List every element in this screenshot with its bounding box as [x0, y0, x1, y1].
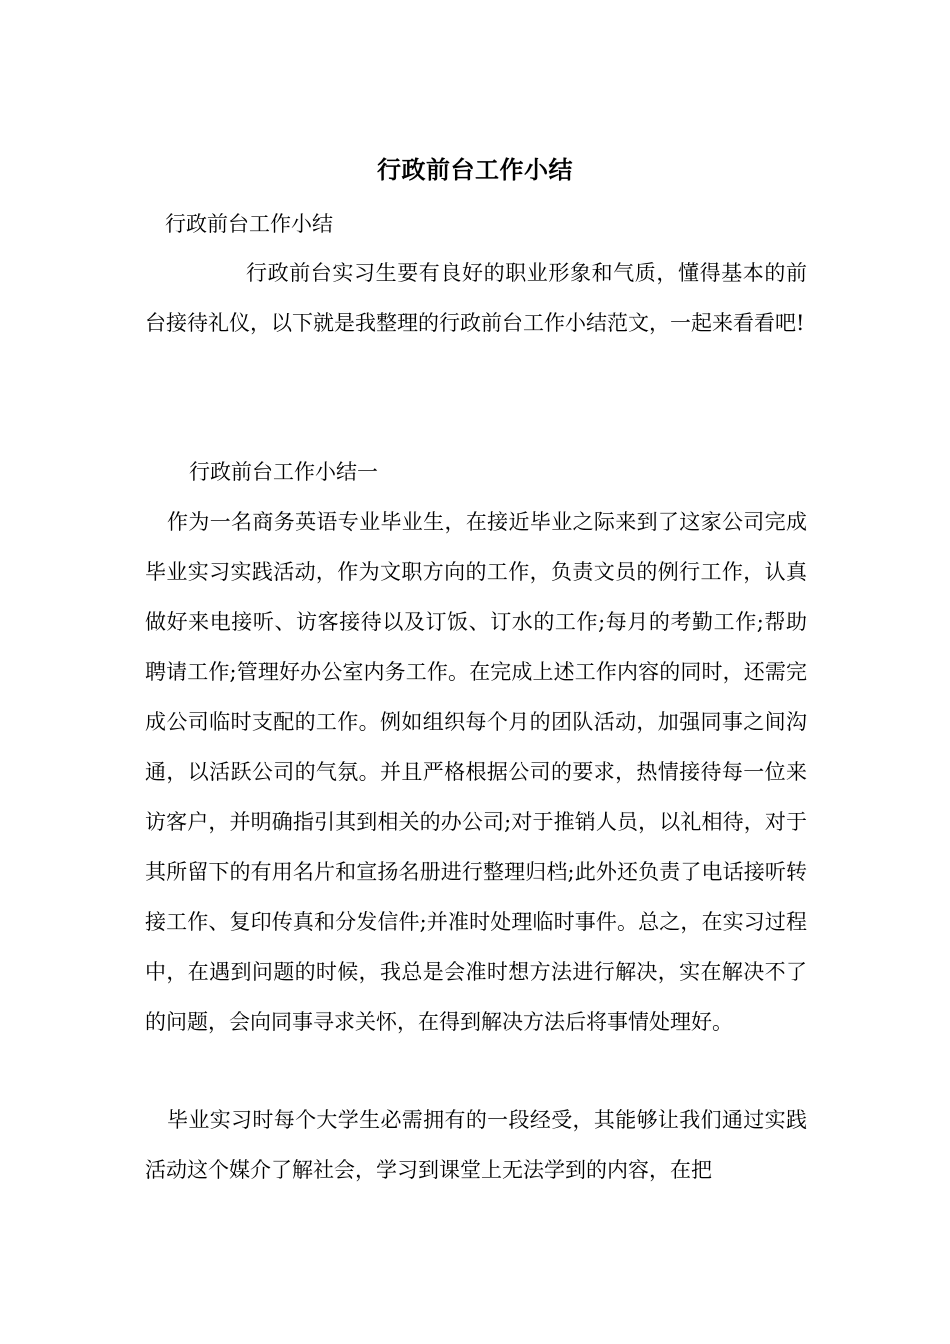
body-paragraph-1: 作为一名商务英语专业毕业生，在接近毕业之际来到了这家公司完成毕业实习实践活动，作为文职方向的工作，负责文员的例行工作，认真做好来电接听、访客接待以及订饭、订水的工作;每月的考勤工作;帮助聘请工作;管理好办公室内务工作。在完成上述工作内容的同时，还需完成公司临时支配的工作。例如组织每个月的团队活动，加强同事之间沟通，以活跃公司的气氛。并且严格根据公司的要求，热情接待每一位来访客户，并明确指引其到相关的办公司;对于推销人员，以礼相待，对于其所留下的有用名片和宣扬名册进行整理归档;此外还负责了电话接听转接工作、复印传真和分发信件;并准时处理临时事件。总之，在实习过程中，在遇到问题的时候，我总是会准时想方法进行解决，实在解决不了的问题，会向同事寻求关怀，在得到解决方法后将事情处理好。 [145, 510, 807, 1034]
section-heading: 行政前台工作小结一 [189, 460, 378, 484]
intro-paragraph: 行政前台实习生要有良好的职业形象和气质，懂得基本的前台接待礼仪，以下就是我整理的行政前台工作小结范文，一起来看看吧! [145, 261, 807, 335]
body-paragraph-2: 毕业实习时每个大学生必需拥有的一段经受，其能够让我们通过实践活动这个媒介了解社会，学习到课堂上无法学到的内容，在把 [145, 1108, 807, 1182]
document-subtitle: 行政前台工作小结 [165, 212, 333, 236]
document-title: 行政前台工作小结 [377, 155, 573, 184]
